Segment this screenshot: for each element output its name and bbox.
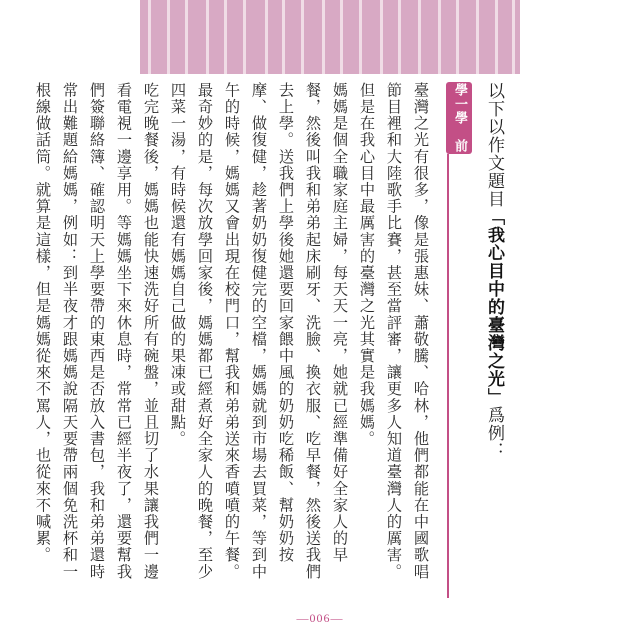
- essay-topic: 「我心目中的臺灣之光」: [484, 208, 504, 406]
- essay-paragraph: 吃完晚餐後，媽媽也能快速洗好所有碗盤，並且切了水果讓我們一邊看電視一邊享用。等媽媽坐下來休息時，常常已經半夜了，還要幫我們簽聯絡簿、確認明天上學要帶的東西是否放入書包，我和弟弟還時常出難題給媽媽，例如：到半夜才跟媽媽說隔天要帶兩個免洗杯和一根線做話筒。就算是這樣，但是媽媽從來不罵人，也從來不喊累。: [34, 82, 160, 580]
- example-heading: [480, 82, 508, 460]
- divider-line: [447, 154, 449, 598]
- essay-body: [34, 82, 434, 594]
- decorative-top-band: [140, 0, 520, 74]
- section-tag: 學一學 前: [446, 82, 472, 154]
- heading-prefix: 以下以作文題目: [484, 82, 504, 208]
- heading-suffix: 爲例：: [484, 406, 504, 460]
- essay-paragraph: 臺灣之光有很多，像是張惠妹、蕭敬騰、哈林，他們都能在中國歌唱節目裡和大陸歌手比賽，甚至當評審，讓更多人知道臺灣人的厲害。但是在我心目中最厲害的臺灣之光其實是我媽媽。: [358, 82, 430, 580]
- essay-paragraph: 媽媽是個全職家庭主婦，每天天一亮，她就已經準備好全家人的早餐，然後叫我和弟弟起床刷牙、洗臉、換衣服、吃早餐，然後送我們去上學。送我們上學後她還要回家餵中風的奶奶吃稀飯、幫奶奶按摩、做復健，趁著奶奶復健完的空檔，媽媽就到市場去買菜，等到中午的時候，媽媽又會出現在校門口，幫我和弟弟送來香噴噴的午餐。最奇妙的是，每次放學回家後，媽媽都已經煮好全家人的晚餐，至少四菜一湯，有時候還有媽媽自己做的果凍或甜點。: [169, 82, 349, 580]
- page-number: —006—: [296, 611, 344, 625]
